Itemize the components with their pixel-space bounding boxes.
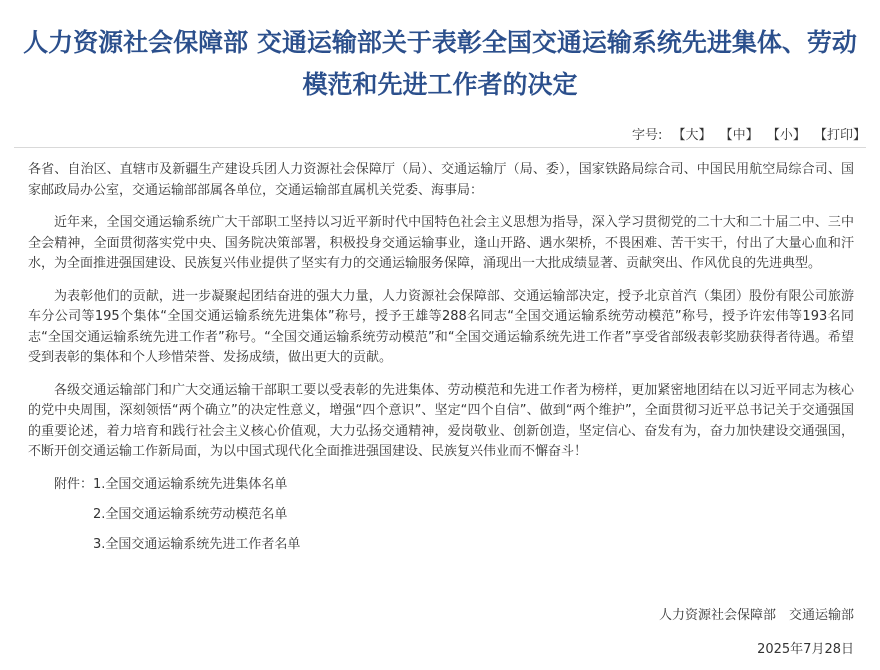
body-paragraph-1: 近年来，全国交通运输系统广大干部职工坚持以习近平新时代中国特色社会主义思想为指导，深入学习贯彻党的二十大和二十届二中、三中全会精神，全面贯彻落实党中央、国务院决策部署，积极投身交通运输事业，逢山开路、遇水架桥，不畏困难、苦干实干，付出了大量心血和汗水，为全面推进强国建设、民族复兴伟业提供了坚实有力的交通运输服务保障，涌现出一大批成绩显著、贡献突出、作风优良的先进典型。 [28,215,854,271]
font-size-label: 字号: [631,128,663,143]
font-medium-button[interactable]: 【中】 [719,128,759,143]
attachment-row-2 [28,505,854,535]
title-line-2: 模范和先进工作者的决定 [302,70,578,99]
attachments-list [28,475,854,565]
recipients-paragraph: 各省、自治区、直辖市及新疆生产建设兵团人力资源社会保障厅（局）、交通运输厅（局、委），国家铁路局综合司、中国民用航空局综合司、国家邮政局办公室，交通运输部部属各单位，交通运输部直属机关党委、海事局： [28,162,854,198]
attachment-link-3[interactable]: 3.全国交通运输系统先进工作者名单 [93,536,301,552]
signature-date: 2025年7月28日 [757,642,854,657]
print-button[interactable]: 【打印】 [813,128,866,143]
attachment-row-1 [28,475,854,505]
attachment-link-2[interactable]: 2.全国交通运输系统劳动模范名单 [93,506,288,522]
attachment-link-1[interactable]: 1.全国交通运输系统先进集体名单 [93,476,288,492]
font-size-toolbar [632,124,866,143]
title-line-1: 人力资源社会保障部 交通运输部关于表彰全国交通运输系统先进集体、劳动 [23,28,857,57]
signature-organizations: 人力资源社会保障部 交通运输部 [658,608,854,623]
article-body [28,160,854,565]
body-paragraph-3: 各级交通运输部门和广大交通运输干部职工要以受表彰的先进集体、劳动模范和先进工作者为榜样，更加紧密地团结在以习近平同志为核心的党中央周围，深刻领悟“两个确立”的决定性意义，增强“四个意识”、坚定“四个自信”、做到“两个维护”，全面贯彻习近平总书记关于交通强国的重要论述，着力培育和践行社会主义核心价值观，大力弘扬交通精神，爱岗敬业、创新创造，坚定信心、奋发有为，奋力加快建设交通强国，不断开创交通运输工作新局面，为以中国式现代化全面推进强国建设、民族复兴伟业而不懈奋斗！ [28,382,854,459]
attachments-label: 附件： [54,476,94,492]
title-divider [14,147,866,148]
article-title [0,0,880,106]
font-large-button[interactable]: 【大】 [672,128,712,143]
attachment-row-3 [28,535,854,565]
body-paragraph-2: 为表彰他们的贡献，进一步凝聚起团结奋进的强大力量，人力资源社会保障部、交通运输部决定，授予北京首汽（集团）股份有限公司旅游车分公司等195个集体“全国交通运输系统先进集体”称号，授予王雄等288名同志“全国交通运输系统劳动模范”称号，授予许宏伟等193名同志“全国交通运输系统先进工作者”称号。“全国交通运输系统劳动模范”和“全国交通运输系统先进工作者”享受省部级表彰奖励获得者待遇。希望受到表彰的集体和个人珍惜荣誉、发扬成绩，做出更大的贡献。 [28,288,854,365]
font-small-button[interactable]: 【小】 [766,128,806,143]
